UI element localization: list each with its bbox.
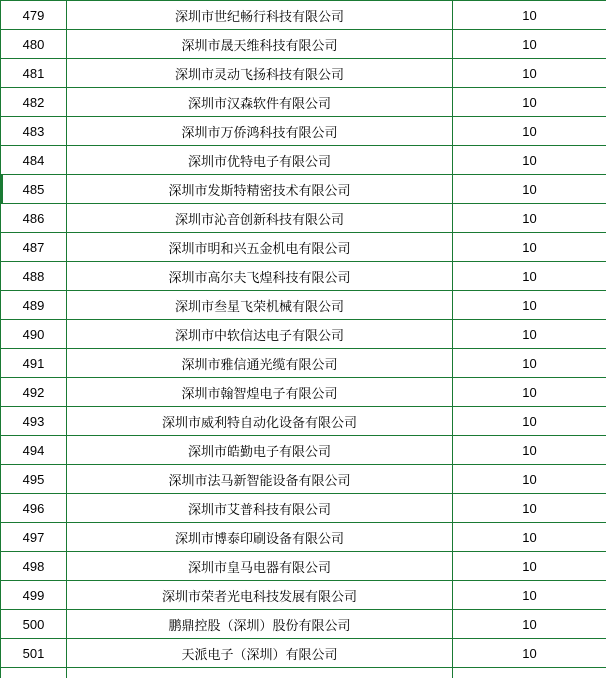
row-index-cell: 487 — [1, 233, 67, 262]
value-cell: 10 — [453, 175, 606, 204]
row-index-cell: 480 — [1, 30, 67, 59]
row-index-cell: 497 — [1, 523, 67, 552]
table-row[interactable] — [1, 523, 606, 552]
company-name-cell: 深圳市明和兴五金机电有限公司 — [67, 233, 453, 262]
row-index-cell: 501 — [1, 639, 67, 668]
row-index-cell: 489 — [1, 291, 67, 320]
table-row[interactable] — [1, 88, 606, 117]
row-index-cell: 486 — [1, 204, 67, 233]
value-cell: 10 — [453, 407, 606, 436]
value-cell: 10 — [453, 1, 606, 30]
value-cell: 10 — [453, 378, 606, 407]
value-cell: 10 — [453, 320, 606, 349]
company-name-cell: 深圳市高尔夫飞煌科技有限公司 — [67, 262, 453, 291]
row-index-cell: 493 — [1, 407, 67, 436]
company-name-cell: 深圳市皓勤电子有限公司 — [67, 436, 453, 465]
table-row[interactable] — [1, 59, 606, 88]
table-row[interactable] — [1, 349, 606, 378]
value-cell: 10 — [453, 233, 606, 262]
table-body — [1, 1, 606, 678]
row-index-cell: 495 — [1, 465, 67, 494]
company-name-cell: 深圳市法马新智能设备有限公司 — [67, 465, 453, 494]
row-index-cell: 485 — [1, 175, 67, 204]
value-cell: 10 — [453, 465, 606, 494]
value-cell: 10 — [453, 436, 606, 465]
company-name-cell: 深圳市中软信达电子有限公司 — [67, 320, 453, 349]
row-index-cell: 482 — [1, 88, 67, 117]
row-index-cell: 483 — [1, 117, 67, 146]
row-index-cell: 499 — [1, 581, 67, 610]
company-name-cell: 深圳市优特电子有限公司 — [67, 146, 453, 175]
value-cell: 10 — [453, 639, 606, 668]
company-name-cell: 深圳市灵动飞扬科技有限公司 — [67, 59, 453, 88]
value-cell: 10 — [453, 291, 606, 320]
table-row[interactable] — [1, 610, 606, 639]
row-index-cell: 500 — [1, 610, 67, 639]
table-row[interactable] — [1, 378, 606, 407]
row-index-cell: 479 — [1, 1, 67, 30]
table-row[interactable] — [1, 30, 606, 59]
table-row[interactable] — [1, 291, 606, 320]
table-row[interactable] — [1, 639, 606, 668]
row-index-cell: 494 — [1, 436, 67, 465]
table-row[interactable] — [1, 204, 606, 233]
company-name-cell: 深圳市晟天维科技有限公司 — [67, 30, 453, 59]
table-row[interactable] — [1, 552, 606, 581]
value-cell: 10 — [453, 610, 606, 639]
company-name-cell: 鹏鼎控股（深圳）股份有限公司 — [67, 610, 453, 639]
value-cell: 10 — [453, 262, 606, 291]
company-name-cell: 深圳市沁音创新科技有限公司 — [67, 204, 453, 233]
company-name-cell: 深圳市艾普科技有限公司 — [67, 494, 453, 523]
value-cell: 10 — [453, 88, 606, 117]
row-index-cell: 481 — [1, 59, 67, 88]
value-cell: 10 — [453, 523, 606, 552]
table-row[interactable] — [1, 233, 606, 262]
value-cell: 10 — [453, 349, 606, 378]
table-row[interactable] — [1, 581, 606, 610]
table-row[interactable] — [1, 117, 606, 146]
table-row[interactable] — [1, 465, 606, 494]
company-name-cell: 深圳市翰智煌电子有限公司 — [67, 378, 453, 407]
row-index-cell: 496 — [1, 494, 67, 523]
company-name-cell: 深圳市汉森软件有限公司 — [67, 88, 453, 117]
table-row[interactable] — [1, 262, 606, 291]
row-index-cell: 492 — [1, 378, 67, 407]
table-row[interactable] — [1, 1, 606, 30]
row-index-cell: 498 — [1, 552, 67, 581]
value-cell: 10 — [453, 494, 606, 523]
company-name-cell: 深圳市博泰印刷设备有限公司 — [67, 523, 453, 552]
value-cell: 10 — [453, 552, 606, 581]
value-cell: 10 — [453, 204, 606, 233]
company-name-cell: 深圳市世纪畅行科技有限公司 — [67, 1, 453, 30]
row-index-cell: 491 — [1, 349, 67, 378]
company-name-cell — [67, 668, 453, 678]
company-name-cell: 深圳市叁星飞荣机械有限公司 — [67, 291, 453, 320]
table-row[interactable] — [1, 494, 606, 523]
company-name-cell: 深圳市威利特自动化设备有限公司 — [67, 407, 453, 436]
company-name-cell: 深圳市皇马电器有限公司 — [67, 552, 453, 581]
row-index-cell: 484 — [1, 146, 67, 175]
value-cell: 10 — [453, 117, 606, 146]
row-index-cell: 490 — [1, 320, 67, 349]
value-cell: 10 — [453, 581, 606, 610]
table-row[interactable] — [1, 407, 606, 436]
company-name-cell: 天派电子（深圳）有限公司 — [67, 639, 453, 668]
value-cell: 10 — [453, 30, 606, 59]
row-index-cell — [1, 668, 67, 678]
table-row[interactable] — [1, 320, 606, 349]
table-row-partial[interactable] — [1, 668, 606, 678]
company-name-cell: 深圳市万侨鸿科技有限公司 — [67, 117, 453, 146]
value-cell: 10 — [453, 146, 606, 175]
table-row[interactable] — [1, 436, 606, 465]
value-cell — [453, 668, 606, 678]
value-cell: 10 — [453, 59, 606, 88]
row-index-cell: 488 — [1, 262, 67, 291]
table-row[interactable] — [1, 146, 606, 175]
company-name-cell: 深圳市荣者光电科技发展有限公司 — [67, 581, 453, 610]
table-row[interactable] — [1, 175, 606, 204]
company-name-cell: 深圳市雅信通光缆有限公司 — [67, 349, 453, 378]
company-name-cell: 深圳市发斯特精密技术有限公司 — [67, 175, 453, 204]
